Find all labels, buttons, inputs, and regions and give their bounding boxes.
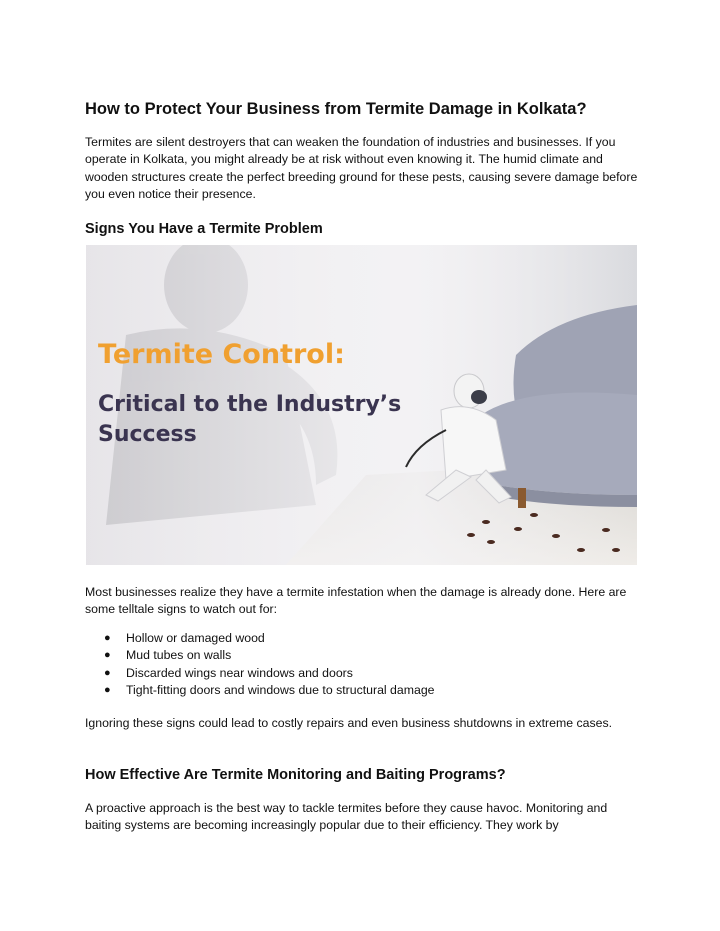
bullet-icon: ● bbox=[104, 649, 111, 662]
image-subline-2: Success bbox=[98, 422, 197, 447]
signs-closing-paragraph: Ignoring these signs could lead to costly repairs and even business shutdowns in extreme cases. bbox=[85, 716, 613, 730]
bullet-icon: ● bbox=[104, 666, 111, 679]
monitoring-paragraph: A proactive approach is the best way to tackle termites before they cause havoc. Monitoring and baiting systems are becoming increasingly popular due to their efficiency. They work by bbox=[85, 801, 608, 833]
bullet-icon: ● bbox=[104, 683, 111, 696]
bullet-icon: ● bbox=[104, 632, 111, 644]
section-heading-monitoring: How Effective Are Termite Monitoring and Baiting Programs? bbox=[85, 767, 506, 783]
signs-bullet-list bbox=[85, 630, 645, 699]
image-subline-1: Critical to the Industry’s bbox=[98, 392, 402, 417]
section-heading-signs: Signs You Have a Termite Problem bbox=[85, 221, 323, 237]
list-item: ● Discarded wings near windows and doors bbox=[85, 665, 645, 682]
image-headline: Termite Control: bbox=[98, 339, 345, 370]
list-item: ● Tight-fitting doors and windows due to structural damage bbox=[85, 682, 645, 699]
list-item: ● Hollow or damaged wood bbox=[85, 630, 645, 647]
page-title: How to Protect Your Business from Termite Damage in Kolkata? bbox=[85, 100, 587, 118]
list-item: ● Mud tubes on walls bbox=[85, 647, 645, 664]
signs-lead-paragraph: Most businesses realize they have a termite infestation when the damage is already done. Here are some telltale signs to watch out for: bbox=[85, 585, 627, 617]
termite-control-image bbox=[86, 245, 637, 565]
intro-paragraph: Termites are silent destroyers that can weaken the foundation of industries and businesses. If you operate in Kolkata, you might already be at risk without even knowing it. The humid climate and wooden structures create the perfect breeding ground for these pests, causing severe damage before you even notice their presence. bbox=[85, 135, 638, 201]
